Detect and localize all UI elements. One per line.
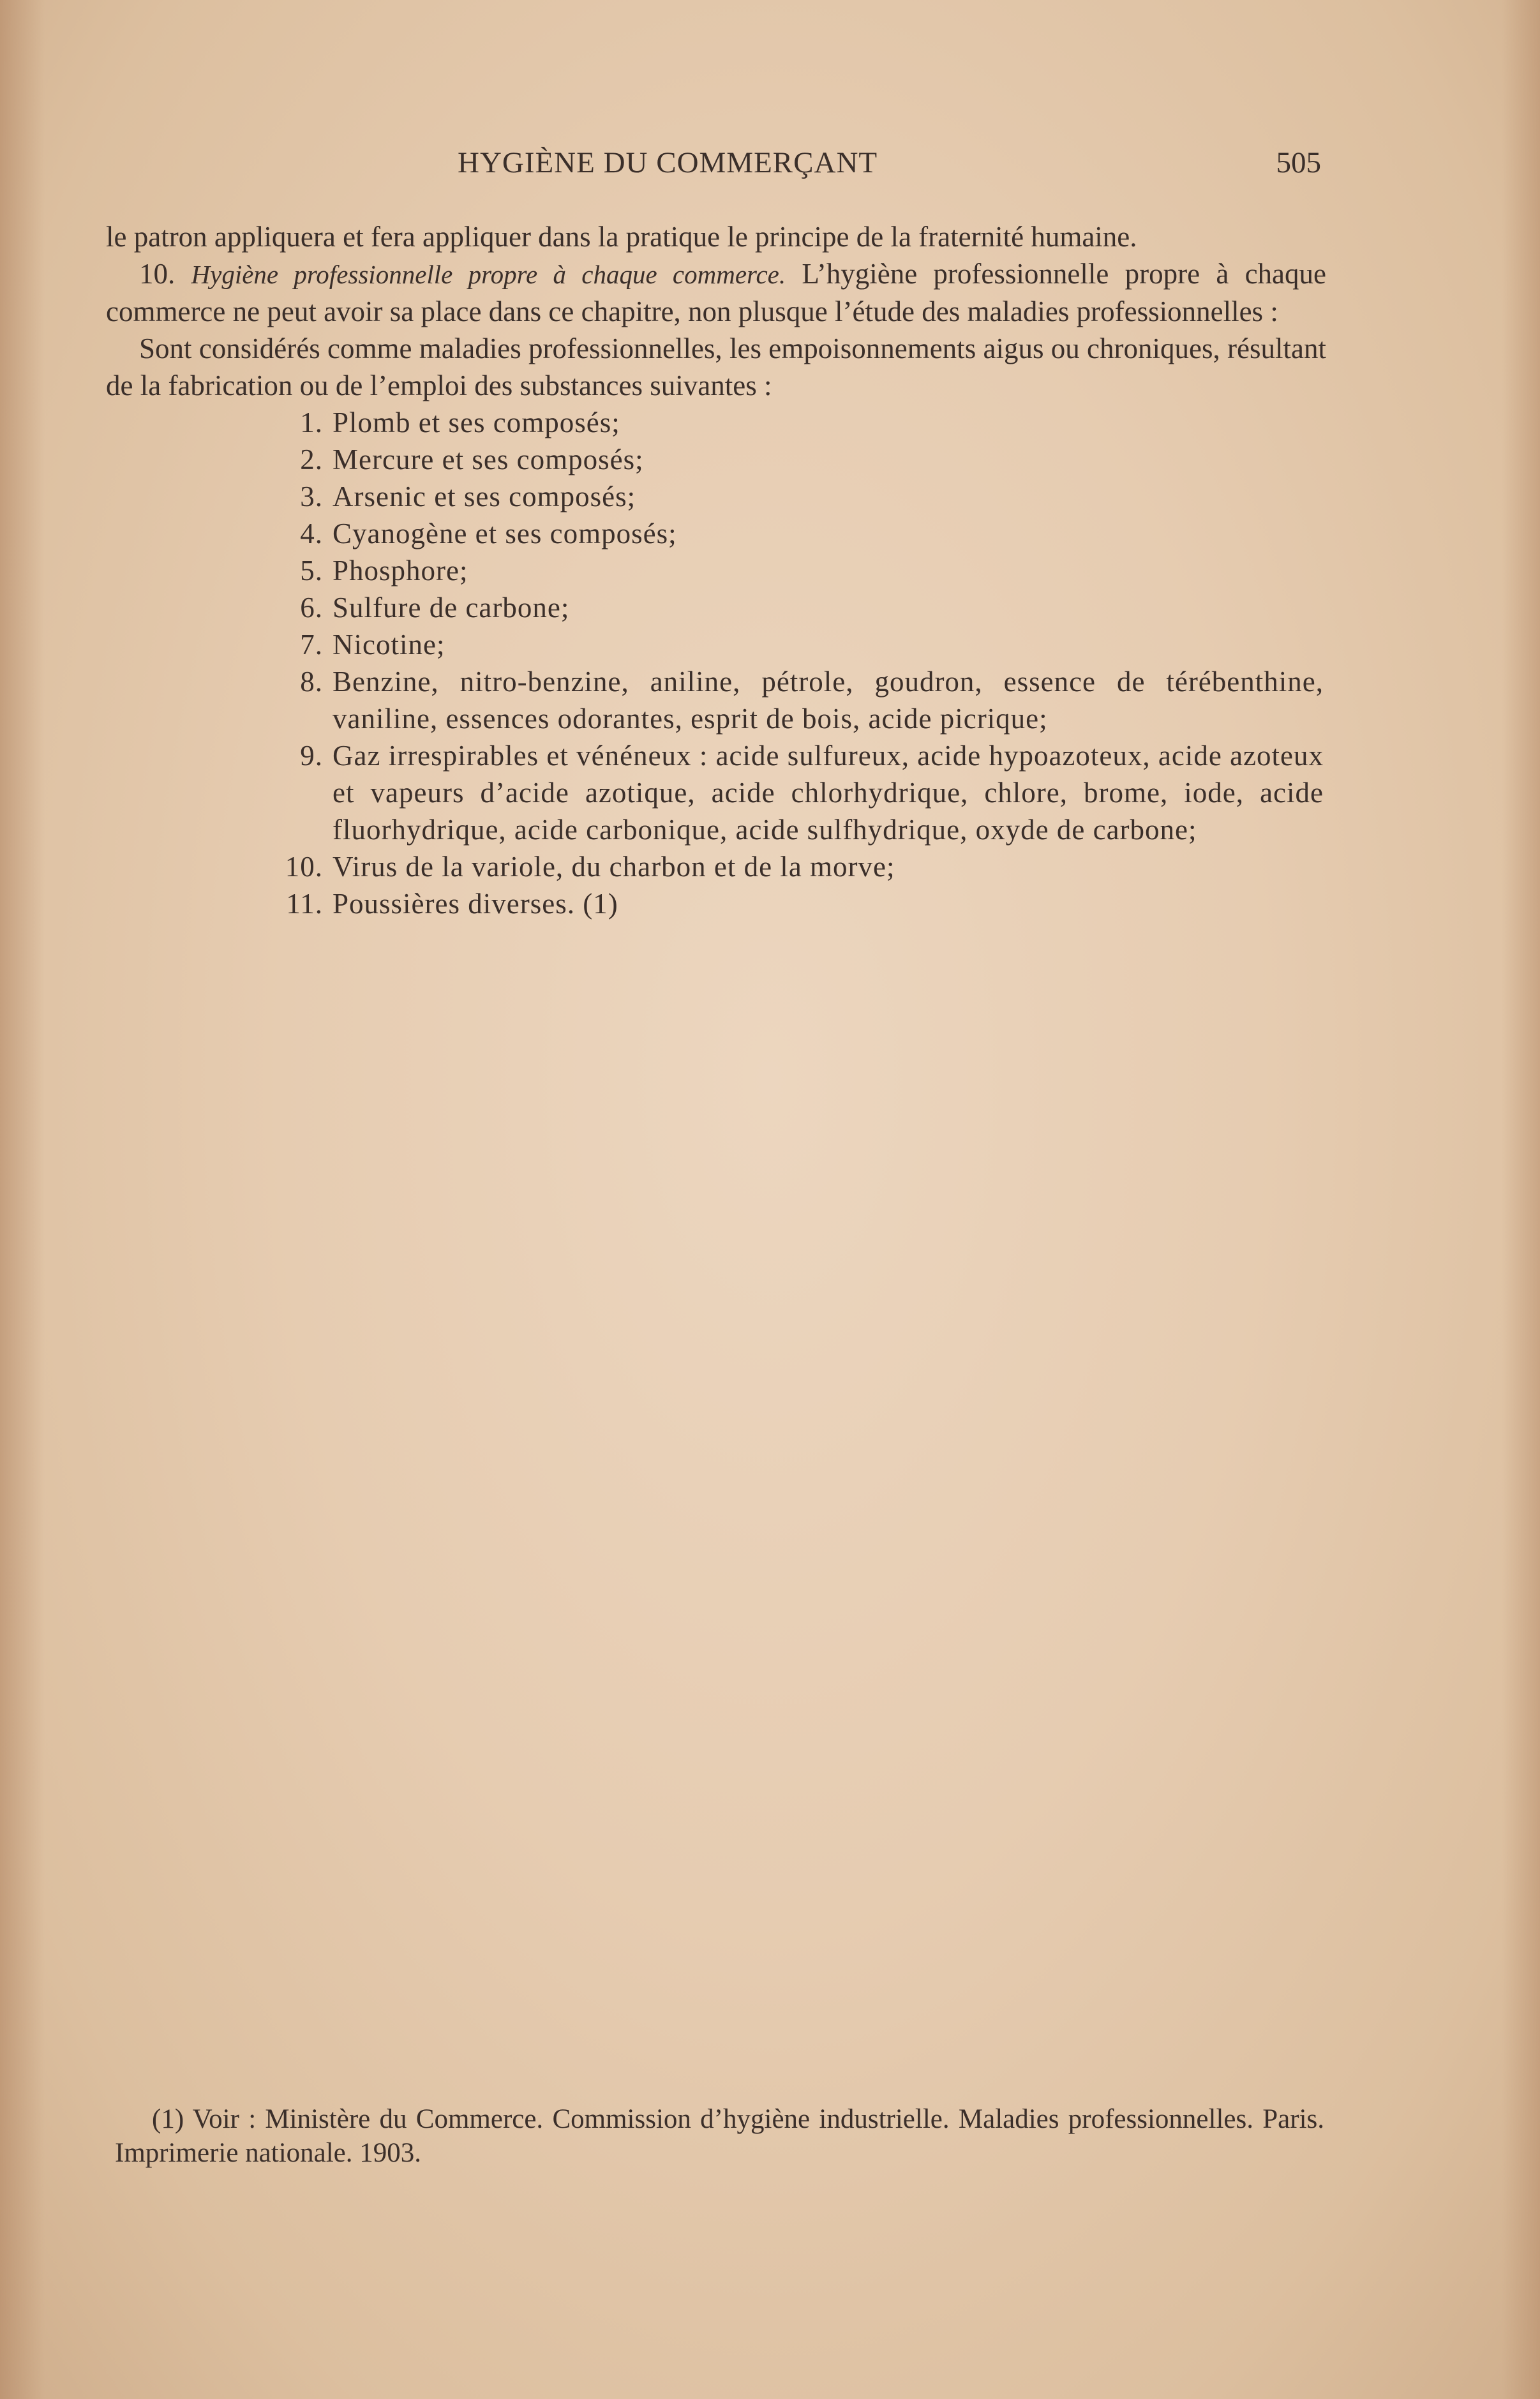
substances-list [106, 404, 1326, 922]
running-header [115, 146, 1321, 184]
substance-number: 7. [300, 629, 323, 661]
substance-item [106, 663, 1326, 737]
substance-text: Virus de la variole, du charbon et de la morve; [333, 851, 895, 883]
substance-item [106, 848, 1326, 885]
substance-number: 1. [300, 407, 323, 438]
substance-text: Phosphore; [333, 555, 468, 587]
paragraph-maladies: Sont considérés comme maladies professionnelles, les empoisonnements aigus ou chroniques, résultant de la fabrication ou de l’emploi des substances suivantes : [106, 333, 1326, 401]
substance-item [106, 515, 1326, 552]
substance-text: Arsenic et ses composés; [333, 481, 636, 512]
substance-text: Cyanogène et ses composés; [333, 518, 677, 549]
substance-item [106, 737, 1326, 848]
section-number: 10. [139, 258, 176, 290]
substance-item [106, 441, 1326, 478]
substance-text: Plomb et ses composés; [333, 407, 620, 438]
substance-item [106, 589, 1326, 626]
substance-number: 6. [300, 592, 323, 624]
section-text: L’hygiène professionnelle propre à chaque commerce ne peut avoir sa place dans ce chapitre, non plusque l’étude des maladies professionnelles : [106, 258, 1326, 327]
substance-number: 3. [300, 481, 323, 512]
substance-number: 2. [300, 444, 323, 475]
substance-item [106, 885, 1326, 922]
substance-text: Gaz irrespirables et vénéneux : acide sulfureux, acide hypoazoteux, acide azoteux et vapeurs d’acide azotique, acide chlorhydrique, chlore, brome, iode, acide fluorhydrique, acide carbonique, acide sulfhydrique, oxyde de carbone; [333, 740, 1324, 846]
paragraph-fraternite: le patron appliquera et fera appliquer dans la pratique le principe de la fraternité humaine. [106, 221, 1137, 253]
substance-text: Poussières diverses. (1) [333, 888, 618, 920]
substance-number: 5. [300, 555, 323, 587]
running-title: HYGIÈNE DU COMMERÇANT [458, 146, 878, 179]
section-heading-italic: Hygiène professionnelle propre à chaque commerce. [191, 260, 786, 289]
footnote [115, 2102, 1324, 2170]
substance-number: 11. [286, 888, 323, 920]
substance-item [106, 552, 1326, 589]
substance-text: Nicotine; [333, 629, 445, 661]
substance-text: Benzine, nitro-benzine, aniline, pétrole, goudron, essence de térébenthine, vaniline, essences odorantes, esprit de bois, acide picrique; [333, 666, 1324, 735]
substance-number: 10. [285, 851, 323, 883]
substance-number: 4. [300, 518, 323, 549]
substance-item [106, 478, 1326, 515]
substance-number: 8. [300, 666, 323, 698]
page-edge-shadow-right [1502, 0, 1540, 2399]
substance-item [106, 626, 1326, 663]
substance-number: 9. [300, 740, 323, 772]
page-number: 505 [1276, 146, 1321, 179]
substance-item [106, 404, 1326, 441]
main-text [106, 218, 1326, 922]
footnote-text: (1) Voir : Ministère du Commerce. Commission d’hygiène industrielle. Maladies professionnelles. Paris. Imprimerie nationale. 1903. [115, 2104, 1324, 2168]
substance-text: Mercure et ses composés; [333, 444, 644, 475]
paragraph-section-10 [106, 255, 1326, 330]
page-edge-shadow-left [0, 0, 45, 2399]
substance-text: Sulfure de carbone; [333, 592, 570, 624]
